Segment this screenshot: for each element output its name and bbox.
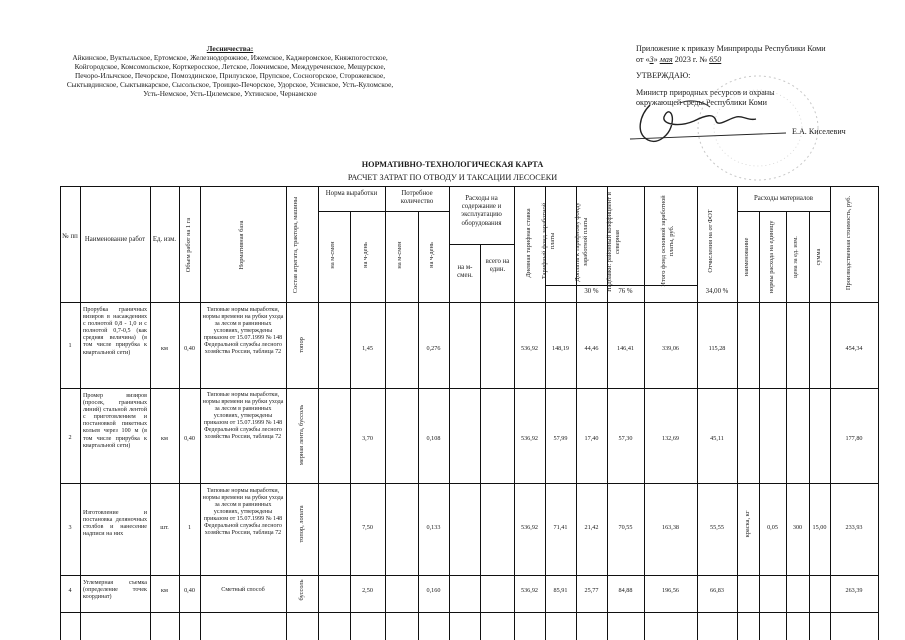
grid-line [737, 211, 830, 212]
order-date-line: от «3» мая 2023 г. № 650 [636, 54, 722, 64]
header-exp-shift: на м-смен. [457, 264, 473, 280]
header-deduct-pct: 34,00 % [705, 288, 729, 295]
need-per-hour: 0,133 [426, 524, 441, 531]
total-fund: 132,69 [661, 435, 679, 442]
allowance: 84,88 [618, 587, 633, 594]
deductions: 115,28 [708, 345, 726, 352]
tariff-fund: 71,41 [553, 524, 568, 531]
grid-line [480, 244, 481, 640]
total-fund: 196,56 [661, 587, 679, 594]
material-norm: 0,05 [767, 524, 778, 531]
daily-rate: 536,92 [520, 524, 538, 531]
grid-line [60, 388, 878, 389]
grid-line [449, 244, 514, 245]
header-name: Наименование работ [84, 236, 146, 243]
forestries-list: Айкинское, Вуктыльское, Ертомское, Железнодорожное, Ижемское, Каджеромское, Княжпогостское, Койгородское, Комсомольское, Корткеросское, Летское, Локчимское, Междуреченское, Мещурское, Печоро-Илычское, Печорское, Помоздинское, Прилузское, Прупское, Сосногорское, Сторожевское, Сыктывдинское, Сыктывкарское, Сысольское, Троицко-Печорское, Удорское, Усинское, Усть-Куломское, Усть-Немское, Усть-Цилемское, Ухтинское, Чернамское [66, 53, 394, 99]
norm-per-hour: 7,50 [362, 524, 373, 531]
grid-line [878, 186, 879, 640]
grid-line [80, 186, 81, 640]
row-number: 2 [68, 434, 72, 441]
work-name: Промер визиров (просек, граничных линий) стальной лентой с приготовлением и постановкой пикетных кольев через 100 м (в том числе прирубка к квартальной сети) [83, 393, 147, 449]
equipment: мерная лента, буссоль [298, 404, 305, 466]
header-deductions: Отчисления на от ФОТ [707, 209, 714, 273]
appendix-line: Приложение к приказу Минприроды Республики Коми [636, 44, 826, 53]
unit: км [161, 345, 168, 352]
grid-line [449, 186, 450, 640]
signer-name: Е.А. Киселевич [792, 127, 846, 136]
work-name: Прорубка граничных визиров в насаждениях с полнотой 0,8 - 1,0 и с полнотой 0,7-0,5 (как средняя величина) (в том числе прирубка к квартальной сети) [83, 307, 147, 356]
volume: 0,40 [184, 345, 195, 352]
equipment: топор, лопата [298, 505, 305, 543]
grid-line [200, 186, 201, 640]
tariff-fund: 85,91 [553, 587, 568, 594]
header-expense-group: Расходы на содержание и эксплуатацию оборудования [461, 195, 502, 227]
header-unit: Ед. изм. [152, 236, 177, 243]
deductions: 55,55 [710, 524, 724, 531]
grid-line [830, 186, 831, 640]
row-number: 4 [68, 587, 72, 594]
header-norm-shift: на м-смен [329, 241, 336, 269]
grid-line [60, 483, 878, 484]
production-cost: 263,39 [845, 587, 863, 594]
header-num: № пп [62, 233, 78, 240]
header-prod-cost: Производственная стоимость, руб. [845, 195, 852, 291]
total-fund: 339,06 [661, 345, 679, 352]
need-per-hour: 0,160 [426, 587, 441, 594]
normative-base: Сметный способ [221, 587, 265, 593]
header-mat-norm: нормы расхода на единицу [768, 220, 775, 294]
forestries-block [65, 44, 395, 99]
daily-rate: 536,92 [520, 345, 538, 352]
order-month: мая [659, 54, 673, 64]
header-equip: Состав агрегата, трактора, машины [292, 196, 299, 294]
header-need-group: Потребное количество [400, 190, 434, 206]
allowance: 146,41 [616, 345, 634, 352]
order-day: 3 [649, 54, 654, 64]
deductions: 66,83 [710, 587, 724, 594]
daily-rate: 536,92 [520, 435, 538, 442]
unit: км [161, 435, 168, 442]
production-cost: 233,93 [845, 524, 863, 531]
header-need-hour: на ч-день [428, 242, 435, 268]
header-mat-price: цена за ед. изм. [792, 236, 799, 278]
norm-per-hour: 2,50 [362, 587, 373, 594]
header-total-fund: Итого фонд основной заработной платы, руб. [660, 195, 675, 287]
unit: шт. [160, 524, 169, 531]
allowance: 70,55 [618, 524, 633, 531]
grid-line [385, 186, 386, 640]
header-mat-sum: сумма [815, 248, 822, 266]
header-tariff-fund: Тарифный фонд заработной платы [541, 202, 556, 280]
bonus: 44,46 [584, 345, 599, 352]
need-per-hour: 0,108 [426, 435, 441, 442]
header-exp-total: всего на един. [485, 258, 510, 274]
unit: км [161, 587, 168, 594]
approve-label: УТВЕРЖДАЮ: [636, 71, 691, 80]
grid-line [697, 186, 698, 640]
minister-position: Министр природных ресурсов и охраны окружающей среды Республики Коми [636, 87, 775, 107]
allowance: 57,30 [618, 435, 633, 442]
grid-line [286, 186, 287, 640]
grid-line [644, 186, 645, 640]
daily-rate: 536,92 [520, 587, 538, 594]
tariff-fund: 57,99 [553, 435, 568, 442]
need-per-hour: 0,276 [426, 345, 441, 352]
grid-line [737, 186, 738, 640]
header-allow-pct: 76 % [618, 288, 633, 295]
header-norm-hour: на ч-день [362, 242, 369, 268]
material-price: 300 [792, 524, 803, 531]
document-subtitle: РАСЧЕТ ЗАТРАТ ПО ОТВОДУ И ТАКСАЦИИ ЛЕСОСЕКИ [347, 173, 558, 182]
work-name: Изготовление и постановка деляночных столбов и нанесение надписи на них [83, 510, 147, 538]
production-cost: 454,34 [845, 345, 863, 352]
volume: 0,40 [184, 587, 195, 594]
material-name: краска, кг [744, 510, 751, 538]
header-daily-rate: Дневная тарифная ставка [525, 208, 532, 278]
norm-per-hour: 1,45 [362, 345, 373, 352]
row-number: 3 [68, 524, 72, 531]
header-norm-group: Норма выработки [325, 190, 378, 197]
order-number: 650 [709, 54, 722, 64]
grid-line [150, 186, 151, 640]
signature [610, 95, 790, 150]
tariff-fund: 148,19 [551, 345, 569, 352]
document-title: НОРМАТИВНО-ТЕХНОЛОГИЧЕСКАЯ КАРТА [361, 160, 544, 169]
equipment: топор [298, 337, 305, 353]
header-volume: Объем работ на 1 га [185, 217, 192, 273]
bonus: 17,40 [584, 435, 599, 442]
grid-line [60, 612, 878, 613]
grid-line [60, 186, 878, 187]
header-allowance: Надбавки: районный коэффициент и северная [606, 192, 621, 292]
header-bonus: Доплаты к тарифному фонду заработной платы [574, 202, 589, 282]
normative-base: Типовые нормы выработки, нормы времени на рубки ухода за лесом в равнинных условиях, утверждены приказом от 15.07.1999 № 148 Федеральной службы лесного хозяйства России, таблица 72 [202, 488, 284, 536]
grid-line [60, 575, 878, 576]
volume: 1 [187, 524, 192, 531]
volume: 0,40 [184, 435, 195, 442]
grid-line [60, 186, 61, 640]
header-base: Нормативная база [238, 220, 245, 270]
header-bonus-pct: 30 % [584, 288, 599, 295]
forestries-title: Лесничества: [206, 44, 254, 53]
row-number: 1 [68, 342, 72, 349]
normative-base: Типовые нормы выработки, нормы времени на рубки ухода за лесом в равнинных условиях, утверждены приказом от 15.07.1999 № 148 Федеральной службы лесного хозяйства России, таблица 72 [202, 392, 284, 440]
bonus: 21,42 [584, 524, 599, 531]
grid-line [179, 186, 180, 640]
header-materials-group: Расходы материалов [754, 195, 813, 202]
equipment: буссоль [298, 579, 305, 601]
norm-per-hour: 3,70 [362, 435, 373, 442]
grid-line [318, 211, 449, 212]
bonus: 25,77 [584, 587, 599, 594]
material-sum: 15,00 [812, 524, 827, 531]
deductions: 45,11 [710, 435, 724, 442]
grid-line [514, 186, 515, 640]
normative-base: Типовые нормы выработки, нормы времени на рубки ухода за лесом в равнинных условиях, утверждены приказом от 15.07.1999 № 148 Федеральной службы лесного хозяйства России, таблица 72 [202, 307, 284, 355]
production-cost: 177,80 [845, 435, 863, 442]
header-need-shift: на м-смен [396, 241, 403, 269]
total-fund: 163,38 [661, 524, 679, 531]
header-mat-name: наименование [743, 237, 750, 277]
grid-line [318, 186, 319, 640]
work-name: Углемерная съемка (определение точек координат) [83, 580, 147, 601]
grid-line [60, 302, 878, 303]
